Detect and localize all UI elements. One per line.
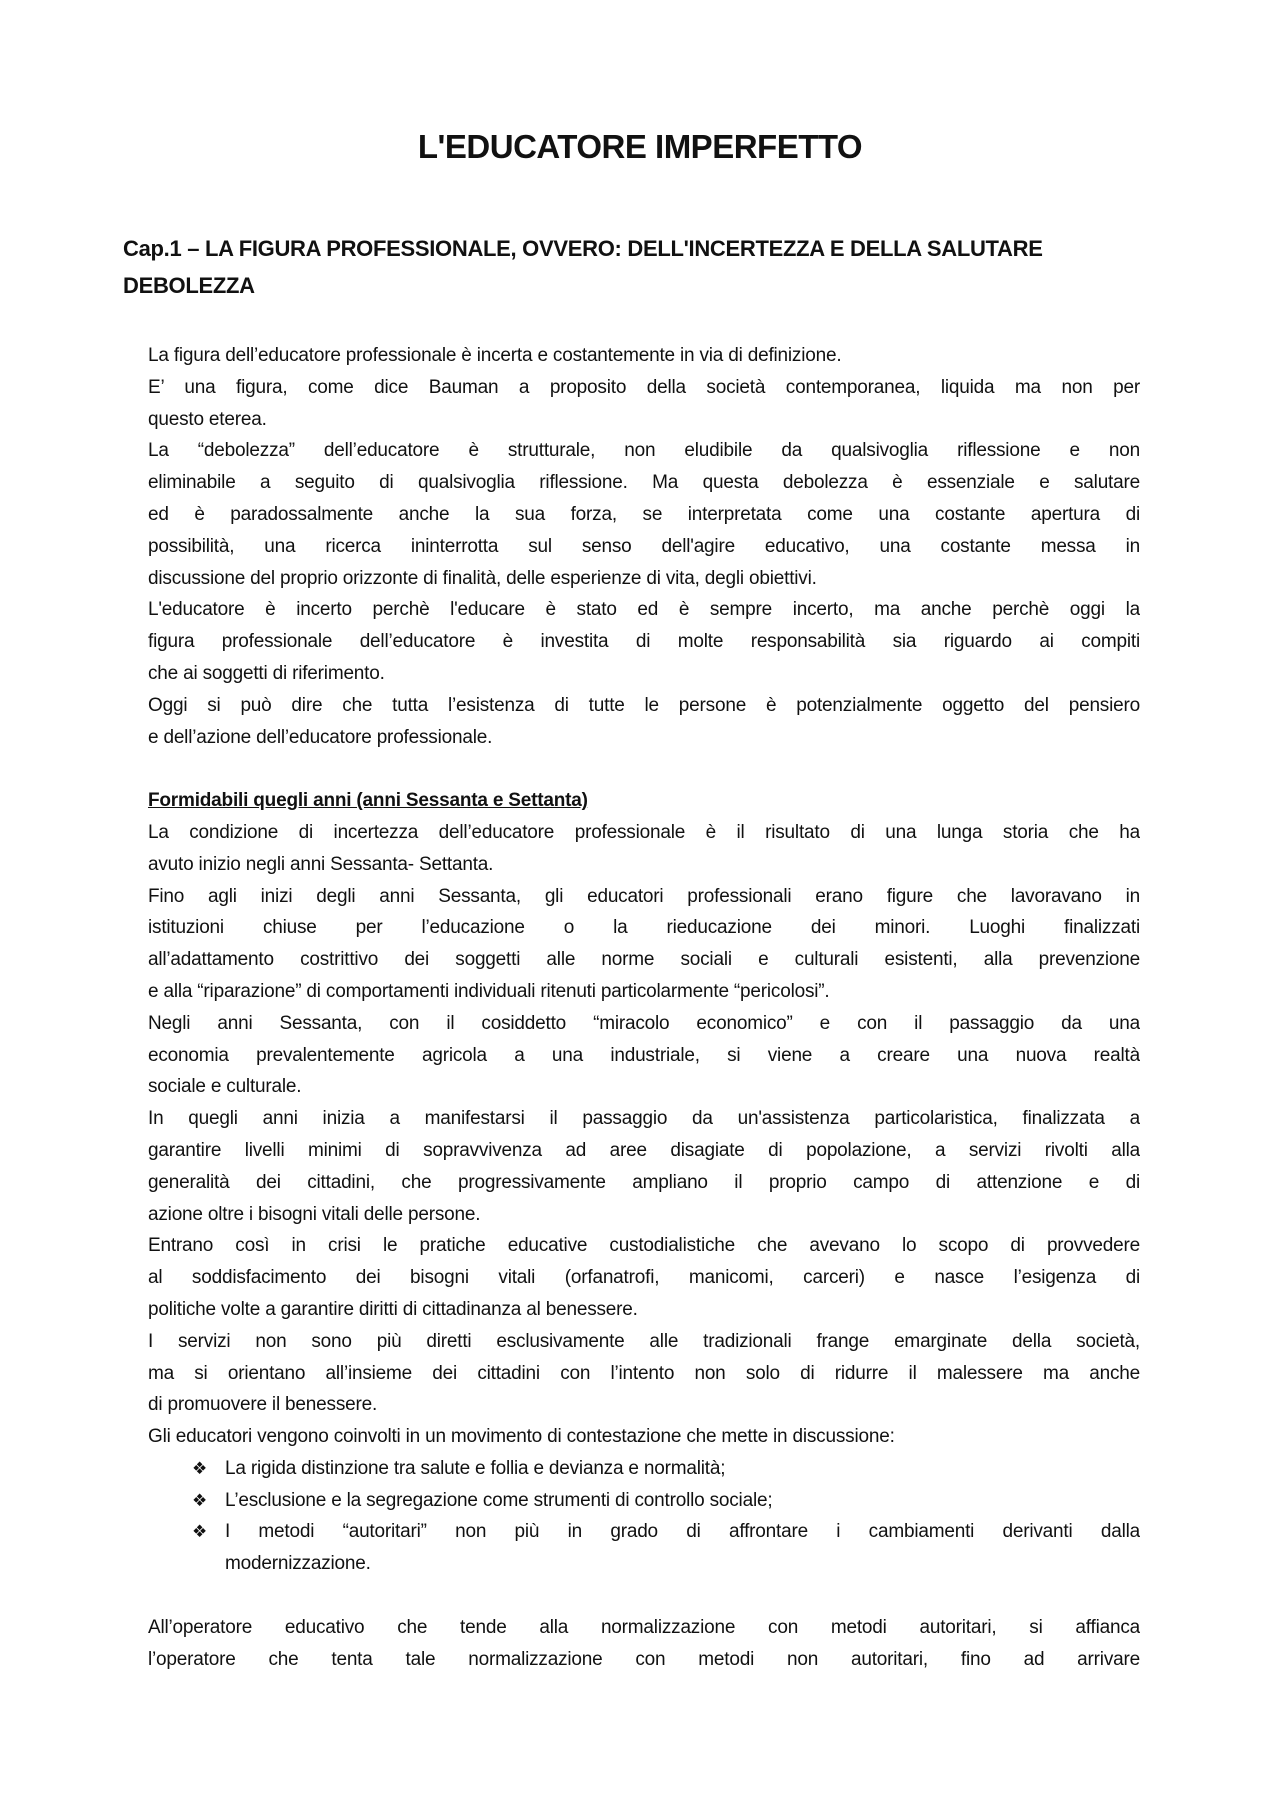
text-line: In quegli anni inizia a manifestarsi il passaggio da un'assistenza particolaristica, finalizzata a bbox=[148, 1108, 1140, 1130]
text-line: L'educatore è incerto perchè l'educare è stato ed è sempre incerto, ma anche perchè oggi la bbox=[148, 599, 1140, 621]
section-subheading bbox=[148, 785, 1140, 817]
text-line: Gli educatori vengono coinvolti in un movimento di contestazione che mette in discussione: bbox=[148, 1426, 895, 1448]
text-line: I servizi non sono più diretti esclusivamente alle tradizionali frange emarginate della società, bbox=[148, 1330, 1140, 1352]
text-line: e dell’azione dell’educatore professionale. bbox=[148, 726, 493, 748]
chapter-heading: Cap.1 – LA FIGURA PROFESSIONALE, OVVERO: DELL'INCERTEZZA E DELLA SALUTARE DEBOLEZZA bbox=[123, 236, 1043, 298]
bullet-item bbox=[148, 1453, 1140, 1485]
bullet-diamond-icon: ❖ bbox=[192, 1522, 208, 1542]
text-line: Formidabili quegli anni (anni Sessanta e Settanta) bbox=[148, 790, 588, 812]
text-line: politiche volte a garantire diritti di cittadinanza al benessere. bbox=[148, 1298, 638, 1320]
bullet-item bbox=[148, 1516, 1140, 1580]
paragraph bbox=[148, 1326, 1140, 1421]
text-line: garantire livelli minimi di sopravvivenza ad aree disagiate di popolazione, a servizi rivolti alla bbox=[148, 1139, 1140, 1161]
text-line: La rigida distinzione tra salute e follia e devianza e normalità; bbox=[225, 1457, 726, 1479]
text-line: Fino agli inizi degli anni Sessanta, gli educatori professionali erano figure che lavoravano in bbox=[148, 885, 1140, 907]
text-line: generalità dei cittadini, che progressivamente ampliano il proprio campo di attenzione e di bbox=[148, 1171, 1140, 1193]
paragraph bbox=[148, 817, 1140, 881]
text-line: azione oltre i bisogni vitali delle persone. bbox=[148, 1203, 481, 1225]
paragraph bbox=[148, 372, 1140, 436]
text-line: I metodi “autoritari” non più in grado di affrontare i cambiamenti derivanti dalla bbox=[225, 1521, 1140, 1543]
text-line: possibilità, una ricerca ininterrotta sul senso dell'agire educativo, una costante messa in bbox=[148, 535, 1140, 557]
paragraph bbox=[148, 594, 1140, 689]
paragraph bbox=[148, 1230, 1140, 1325]
text-line: ma si orientano all’insieme dei cittadini con l’intento non solo di ridurre il malessere ma anche bbox=[148, 1362, 1140, 1384]
paragraph bbox=[148, 1421, 1140, 1453]
blank-line bbox=[148, 753, 1140, 785]
text-line: ed è paradossalmente anche la sua forza, se interpretata come una costante apertura di bbox=[148, 503, 1140, 525]
paragraph bbox=[148, 340, 1140, 372]
text-line: l’operatore che tenta tale normalizzazione con metodi non autoritari, fino ad arrivare bbox=[148, 1648, 1140, 1670]
paragraph bbox=[148, 1612, 1140, 1676]
text-line: che ai soggetti di riferimento. bbox=[148, 662, 385, 684]
paragraph bbox=[148, 1008, 1140, 1103]
text-line: figura professionale dell’educatore è investita di molte responsabilità sia riguardo ai compiti bbox=[148, 631, 1140, 653]
paragraph bbox=[148, 435, 1140, 594]
text-line: discussione del proprio orizzonte di finalità, delle esperienze di vita, degli obiettivi. bbox=[148, 567, 817, 589]
text-line: Negli anni Sessanta, con il cosiddetto “miracolo economico” e con il passaggio da una bbox=[148, 1012, 1140, 1034]
document-body bbox=[148, 340, 1140, 1675]
text-line: al soddisfacimento dei bisogni vitali (orfanatrofi, manicomi, carceri) e nasce l’esigenza di bbox=[148, 1267, 1140, 1289]
text-line: eliminabile a seguito di qualsivoglia riflessione. Ma questa debolezza è essenziale e salutare bbox=[148, 472, 1140, 494]
paragraph bbox=[148, 881, 1140, 1008]
text-line: sociale e culturale. bbox=[148, 1076, 302, 1098]
blank-line bbox=[148, 1580, 1140, 1612]
text-line: questo eterea. bbox=[148, 408, 267, 430]
text-line: e alla “riparazione” di comportamenti individuali ritenuti particolarmente “pericolosi”. bbox=[148, 980, 830, 1002]
text-line: all’adattamento costrittivo dei soggetti alle norme sociali e culturali esistenti, alla prevenzione bbox=[148, 949, 1140, 971]
text-line: di promuovere il benessere. bbox=[148, 1394, 378, 1416]
paragraph bbox=[148, 1103, 1140, 1230]
bullet-diamond-icon: ❖ bbox=[192, 1490, 208, 1510]
text-line: L’esclusione e la segregazione come strumenti di controllo sociale; bbox=[225, 1489, 773, 1511]
text-line: La condizione di incertezza dell’educatore professionale è il risultato di una lunga storia che ha bbox=[148, 821, 1140, 843]
text-line: La “debolezza” dell’educatore è strutturale, non eludibile da qualsivoglia riflessione e non bbox=[148, 440, 1140, 462]
text-line: E’ una figura, come dice Bauman a proposito della società contemporanea, liquida ma non per bbox=[148, 376, 1140, 398]
text-line: economia prevalentemente agricola a una industriale, si viene a creare una nuova realtà bbox=[148, 1044, 1140, 1066]
text-line: modernizzazione. bbox=[225, 1553, 371, 1575]
bullet-diamond-icon: ❖ bbox=[192, 1458, 208, 1478]
text-line: avuto inizio negli anni Sessanta- Settanta. bbox=[148, 853, 494, 875]
text-line: All’operatore educativo che tende alla normalizzazione con metodi autoritari, si affianca bbox=[148, 1616, 1140, 1638]
paragraph bbox=[148, 690, 1140, 754]
text-line: Oggi si può dire che tutta l’esistenza di tutte le persone è potenzialmente oggetto del pensiero bbox=[148, 694, 1140, 716]
text-line: La figura dell’educatore professionale è incerta e costantemente in via di definizione. bbox=[148, 345, 842, 366]
bullet-item bbox=[148, 1485, 1140, 1517]
document-title: L'EDUCATORE IMPERFETTO bbox=[417, 128, 863, 165]
text-line: Entrano così in crisi le pratiche educative custodialistiche che avevano lo scopo di provvedere bbox=[148, 1235, 1140, 1257]
text-line: istituzioni chiuse per l’educazione o la rieducazione dei minori. Luoghi finalizzati bbox=[148, 917, 1140, 939]
